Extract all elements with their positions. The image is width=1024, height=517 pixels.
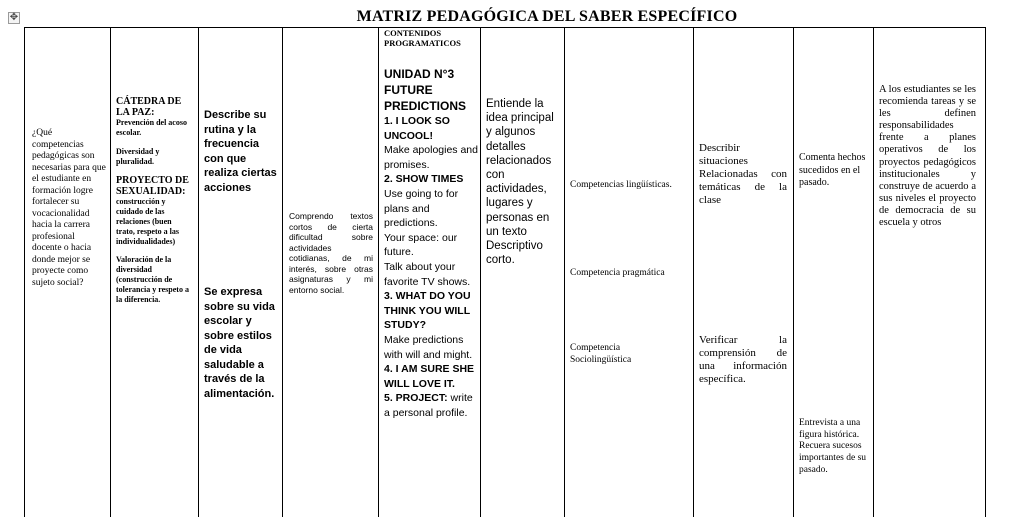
lesson-1-title: 1. I LOOK SO UNCOOL! bbox=[384, 115, 450, 142]
lesson-2-text-3: Talk about your favorite TV shows. bbox=[384, 260, 471, 288]
column-8 bbox=[693, 27, 793, 517]
proyecto-title: PROYECTO DE SEXUALIDAD: bbox=[116, 175, 189, 197]
estandar-comprension: Comprendo textos cortos de cierta dificultad sobre actividades cotidianas, de mi interés, sobre otras asignaturas y mi entorno social. bbox=[289, 211, 373, 295]
lesson-3-title: 3. WHAT DO YOU THINK YOU WILL STUDY? bbox=[384, 290, 471, 332]
lesson-5 bbox=[384, 391, 478, 420]
proyecto-items: construcción y cuidado de las relaciones (buen trato, respeto a las individualidades) bbox=[116, 197, 179, 246]
evidencia-verificar: Verificar la comprensión de una información específica. bbox=[699, 334, 787, 385]
lesson-5-text: write a personal profile. bbox=[384, 392, 473, 419]
unit-title: UNIDAD N°3 FUTURE PREDICTIONS bbox=[384, 67, 467, 113]
descriptor-2: Se expresa sobre su vida escolar y sobre estilos de vida saludable a través de la alimentación. bbox=[204, 286, 275, 400]
competencia-sociolinguistica: Competencia Sociolingüística bbox=[570, 343, 632, 365]
unit-contents bbox=[384, 66, 478, 420]
actividad-entrevista: Entrevista a una figura histórica. Recuera sucesos importantes de su pasado. bbox=[799, 418, 867, 475]
lesson-4-title: 4. I AM SURE SHE WILL LOVE IT. bbox=[384, 363, 475, 390]
column-3 bbox=[198, 27, 282, 517]
contenidos-header: CONTENIDOS PROGRAMATICOS bbox=[384, 28, 461, 48]
catedra-item-2: Diversidad y pluralidad. bbox=[116, 147, 160, 166]
desempeno-entiende: Entiende la idea principal y algunos detalles relacionados con actividades, lugares y personas en un texto Descriptivo corto. bbox=[486, 98, 554, 267]
table-move-handle-icon[interactable]: ✥ bbox=[9, 12, 19, 23]
descriptor-1: Describe su rutina y la frecuencia con que realiza ciertas acciones bbox=[204, 109, 277, 194]
page-title: MATRIZ PEDAGÓGICA DEL SABER ESPECÍFICO bbox=[356, 8, 738, 25]
lesson-2-title: 2. SHOW TIMES bbox=[384, 173, 464, 186]
lesson-1-text: Make apologies and promises. bbox=[384, 144, 478, 171]
catedra-title: CÁTEDRA DE LA PAZ: bbox=[116, 96, 182, 118]
lesson-2-text-2: Your space: our future. bbox=[384, 231, 458, 259]
valoracion-diversidad: Valoración de la diversidad (construcción de tolerancia y respeto a la diferencia. bbox=[116, 255, 189, 304]
competencia-linguistica: Competencias lingüísticas. bbox=[570, 180, 672, 190]
competencia-pragmatica: Competencia pragmática bbox=[570, 268, 665, 278]
lesson-5-title: 5. PROJECT: bbox=[384, 392, 448, 405]
lesson-3-text: Make predictions with will and might. bbox=[384, 333, 473, 361]
transversal-projects bbox=[116, 96, 190, 305]
evidencia-describir: Describir situaciones Relacionadas con temáticas de la clase bbox=[699, 142, 787, 206]
lesson-2-text-1: Use going to for plans and predictions. bbox=[384, 187, 459, 230]
actividad-comenta: Comenta hechos sucedidos en el pasado. bbox=[799, 152, 866, 188]
competency-question: ¿Qué competencias pedagógicas son necesarias para que el estudiante en formación logre fortalecer su vocacionalidad hacia la carrera profesional docente o hacia donde mejor se proyecte como sujeto social? bbox=[32, 128, 106, 288]
catedra-item-1: Prevención del acoso escolar. bbox=[116, 118, 187, 137]
recomendaciones: A los estudiantes se les recomienda tareas y se les definen responsabilidades frente a planes operativos de los proyectos pedagógicos institucionales y construye de acuerdo a sus niveles el proyecto de democracia de su escuela y otros bbox=[879, 84, 976, 229]
